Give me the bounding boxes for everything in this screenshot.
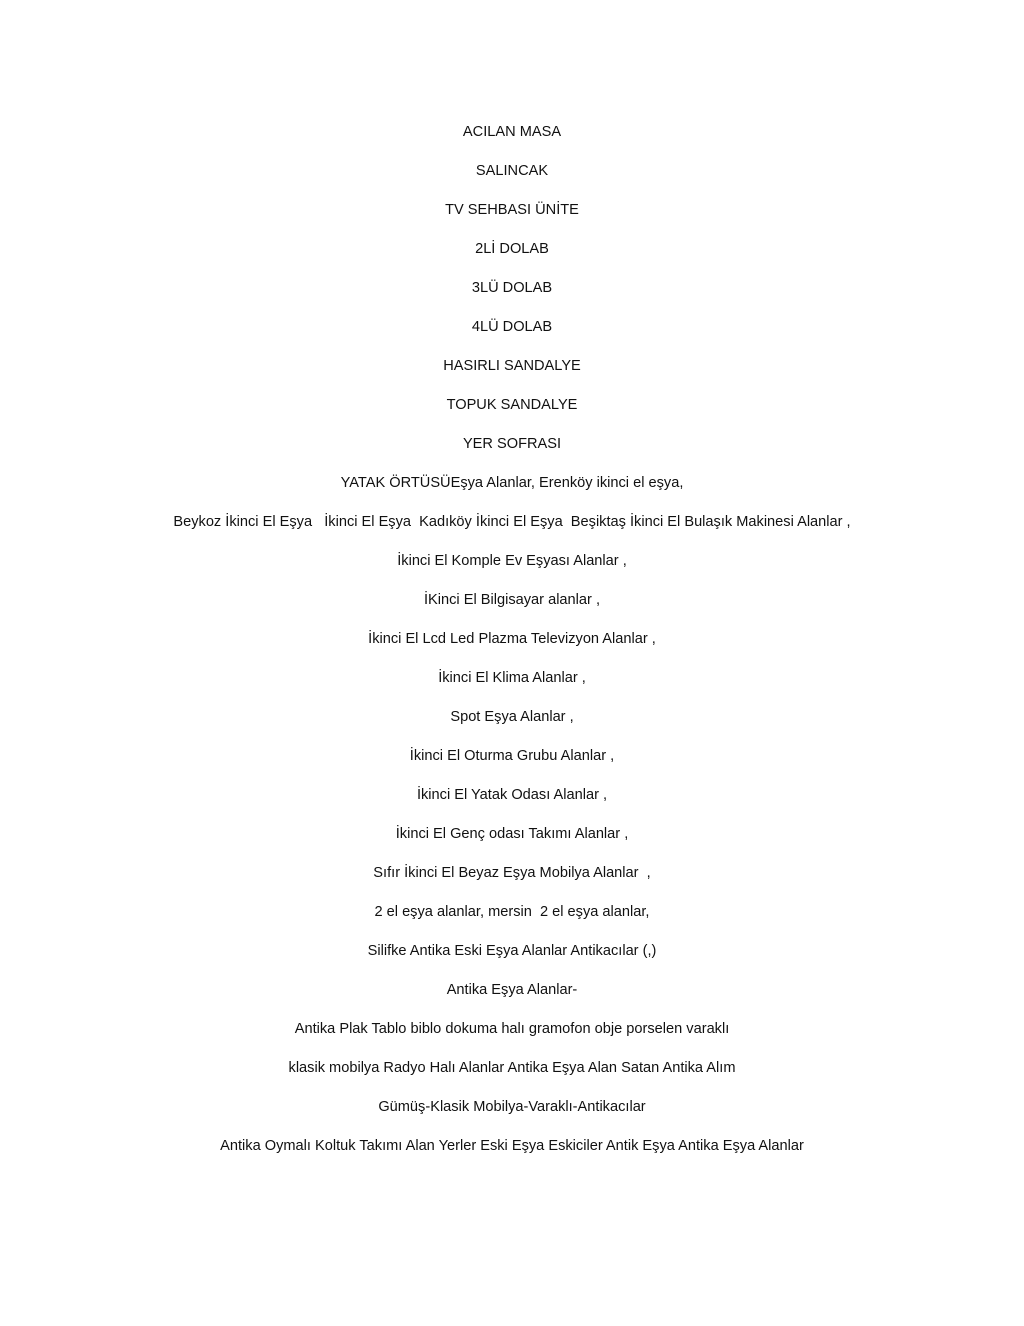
text-line: YER SOFRASI xyxy=(462,436,562,452)
text-line: Antika Oymalı Koltuk Takımı Alan Yerler Eski Eşya Eskiciler Antik Eşya Antika Eşya Alanlar xyxy=(220,1138,804,1154)
text-line: İkinci El Klima Alanlar , xyxy=(438,670,586,686)
text-line: HASIRLI SANDALYE xyxy=(443,358,581,374)
text-line: 4LÜ DOLAB xyxy=(471,319,553,335)
text-line: Beykoz İkinci El Eşya İkinci El Eşya Kadıköy İkinci El Eşya Beşiktaş İkinci El Bulaşık Makinesi Alanlar , xyxy=(173,514,851,530)
text-line: Sıfır İkinci El Beyaz Eşya Mobilya Alanlar , xyxy=(373,865,651,881)
text-line: İkinci El Lcd Led Plazma Televizyon Alanlar , xyxy=(368,631,656,647)
text-line: İkinci El Genç odası Takımı Alanlar , xyxy=(395,826,629,842)
text-line: SALINCAK xyxy=(475,163,549,179)
text-line: Spot Eşya Alanlar , xyxy=(450,709,574,725)
text-line: Antika Plak Tablo biblo dokuma halı gramofon obje porselen varaklı xyxy=(294,1021,730,1037)
text-line: Silifke Antika Eski Eşya Alanlar Antikacılar (,) xyxy=(367,943,657,959)
text-line: İkinci El Oturma Grubu Alanlar , xyxy=(409,748,615,764)
text-line: 2 el eşya alanlar, mersin 2 el eşya alanlar, xyxy=(374,904,650,920)
text-line: YATAK ÖRTÜSÜEşya Alanlar, Erenköy ikinci el eşya, xyxy=(340,475,684,491)
text-line: 2Lİ DOLAB xyxy=(475,241,549,257)
text-line: Gümüş-Klasik Mobilya-Varaklı-Antikacılar xyxy=(378,1099,646,1115)
text-line: İKinci El Bilgisayar alanlar , xyxy=(423,592,600,608)
text-line: TV SEHBASI ÜNİTE xyxy=(445,202,579,218)
text-line: Antika Eşya Alanlar- xyxy=(446,982,578,998)
text-lines xyxy=(160,121,864,1174)
text-line: İkinci El Yatak Odası Alanlar , xyxy=(416,787,608,803)
text-line: ACILAN MASA xyxy=(462,124,562,140)
text-line: klasik mobilya Radyo Halı Alanlar Antika Eşya Alan Satan Antika Alım xyxy=(288,1060,736,1076)
text-line: TOPUK SANDALYE xyxy=(446,397,578,413)
text-line: İkinci El Komple Ev Eşyası Alanlar , xyxy=(397,553,627,569)
text-line: 3LÜ DOLAB xyxy=(471,280,553,296)
